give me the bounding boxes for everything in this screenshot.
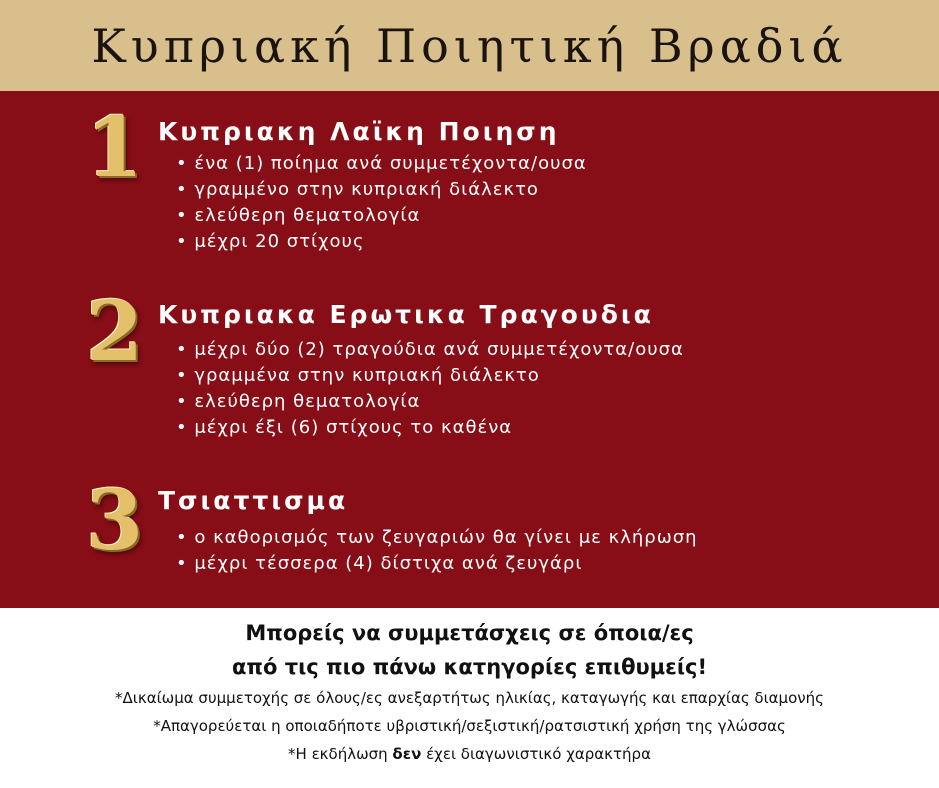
footer <box>0 608 939 788</box>
invite-line-2: από τις πιο πάνω κατηγορίες επιθυμείς! <box>231 655 708 679</box>
category-bullets-1 <box>176 151 587 255</box>
note-text-pre: *Η εκδήλωση <box>288 745 393 763</box>
header-banner <box>0 0 939 91</box>
note-text-post: έχει διαγωνιστικό χαρακτήρα <box>421 745 651 763</box>
category-number-1: 1 <box>86 100 144 196</box>
bullet-item: • ο καθορισμός των ζευγαριών θα γίνει με κλήρωση <box>176 525 698 551</box>
note-text-bold: δεν <box>392 745 422 763</box>
bullet-item: • γραμμένα στην κυπριακή διάλεκτο <box>176 363 684 389</box>
category-title-2: Κυπριακα Ερωτικα Τραγουδια <box>158 300 654 329</box>
bullet-item: • ελεύθερη θεματολογία <box>176 389 684 415</box>
category-number-2: 2 <box>86 284 144 380</box>
category-bullets-3 <box>176 525 698 577</box>
category-title-3: Τσιαττισμα <box>158 486 349 515</box>
bullet-item: • μέχρι 20 στίχους <box>176 229 587 255</box>
bullet-item: • μέχρι δύο (2) τραγούδια ανά συμμετέχοντα/ουσα <box>176 337 684 363</box>
category-bullets-2 <box>176 337 684 441</box>
bullet-item: • γραμμένο στην κυπριακή διάλεκτο <box>176 177 587 203</box>
bullet-item: • μέχρι έξι (6) στίχους το καθένα <box>176 415 684 441</box>
bullet-item: • ένα (1) ποίημα ανά συμμετέχοντα/ουσα <box>176 151 587 177</box>
page-title: Κυπριακή Ποιητική Βραδιά <box>91 18 848 73</box>
note-language: *Απαγορεύεται η οποιαδήποτε υβριστική/σεξιστική/ρατσιστική χρήση της γλώσσας <box>153 717 786 735</box>
bullet-item: • ελεύθερη θεματολογία <box>176 203 587 229</box>
bullet-item: • μέχρι τέσσερα (4) δίστιχα ανά ζευγάρι <box>176 551 698 577</box>
note-eligibility: *Δικαίωμα συμμετοχής σε όλους/ες ανεξαρτήτως ηλικίας, καταγωγής και επαρχίας διαμονής <box>115 689 824 707</box>
invite-line-1: Μπορείς να συμμετάσχεις σε όποια/ες <box>245 621 694 645</box>
category-title-1: Κυπριακη Λαϊκη Ποιηση <box>158 117 560 146</box>
category-number-3: 3 <box>86 473 144 569</box>
categories-panel <box>0 91 939 608</box>
note-non-competitive <box>0 740 939 768</box>
